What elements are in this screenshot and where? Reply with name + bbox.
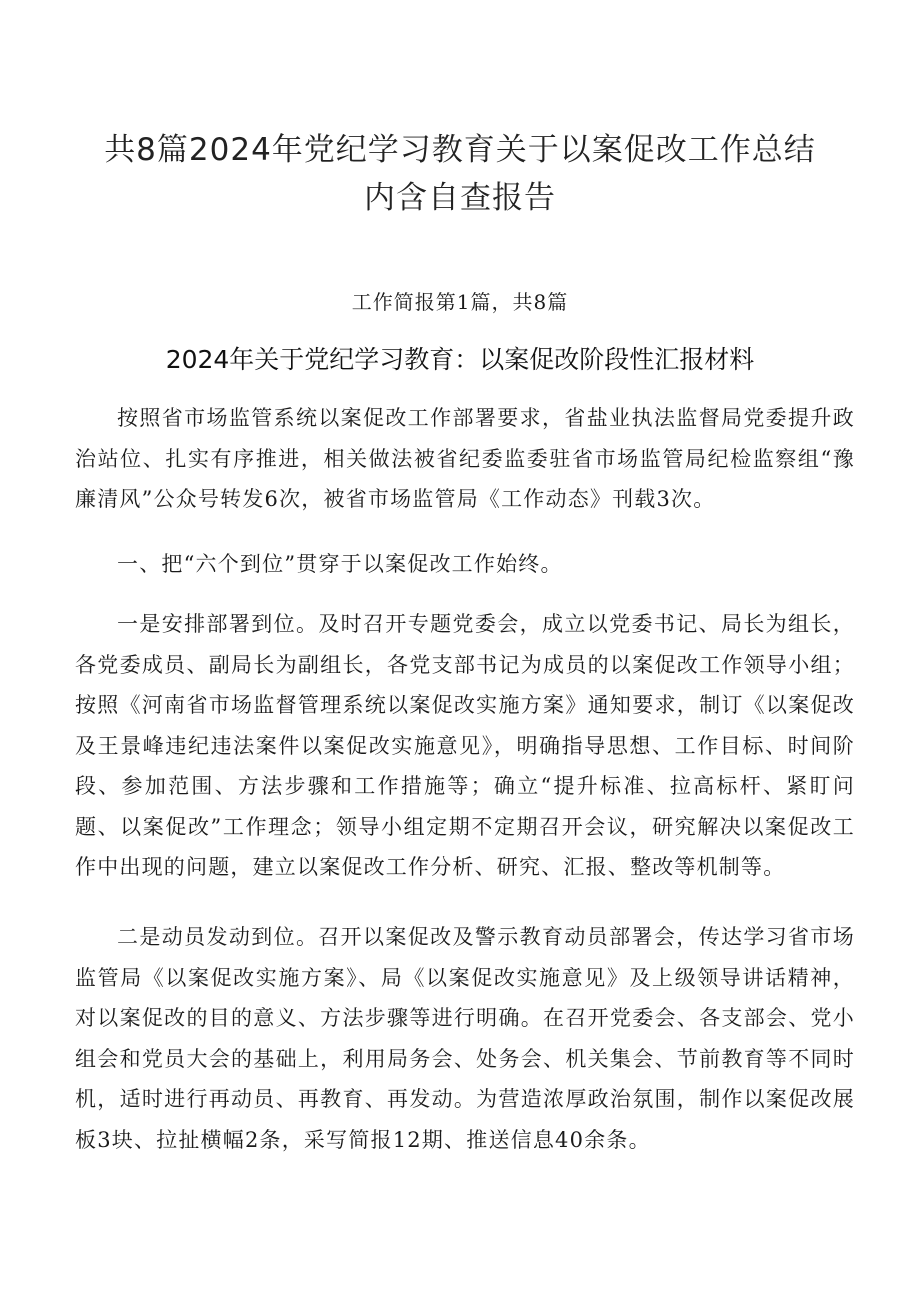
section-label: 工作简报第1篇，共8篇: [351, 290, 569, 314]
body-paragraph-deployment: 一是安排部署到位。及时召开专题党委会，成立以党委书记、局长为组长，各党委成员、副局长为副组长，各党支部书记为成员的以案促改工作领导小组；按照《河南省市场监督管理系统以案促改实施方案》通知要求，制订《以案促改及王景峰违纪违法案件以案促改实施意见》，明确指导思想、工作目标、时间阶段、参加范围、方法步骤和工作措施等；确立“提升标准、拉高标杆、紧盯问题、以案促改”工作理念；领导小组定期不定期召开会议，研究解决以案促改工作中出现的问题，建立以案促改工作分析、研究、汇报、整改等机制等。: [75, 612, 855, 879]
document-title-line-2: 内含自查报告: [364, 180, 556, 216]
section-title: 2024年关于党纪学习教育：以案促改阶段性汇报材料: [165, 345, 755, 374]
body-paragraph-intro: 按照省市场监管系统以案促改工作部署要求，省盐业执法监督局党委提升政治站位、扎实有序推进，相关做法被省纪委监委驻省市场监管局纪检监察组“豫廉清风”公众号转发6次，被省市场监管局《工作动态》刊载3次。: [75, 406, 855, 511]
document-title-line-1: 共8篇2024年党纪学习教育关于以案促改工作总结: [104, 132, 816, 168]
body-paragraph-heading: 一、把“六个到位”贯穿于以案促改工作始终。: [117, 552, 563, 576]
body-paragraph-mobilization: 二是动员发动到位。召开以案促改及警示教育动员部署会，传达学习省市场监管局《以案促改实施方案》、局《以案促改实施意见》及上级领导讲话精神，对以案促改的目的意义、方法步骤等进行明确。在召开党委会、各支部会、党小组会和党员大会的基础上，利用局务会、处务会、机关集会、节前教育等不同时机，适时进行再动员、再教育、再发动。为营造浓厚政治氛围，制作以案促改展板3块、拉扯横幅2条，采写简报12期、推送信息40余条。: [75, 925, 855, 1152]
